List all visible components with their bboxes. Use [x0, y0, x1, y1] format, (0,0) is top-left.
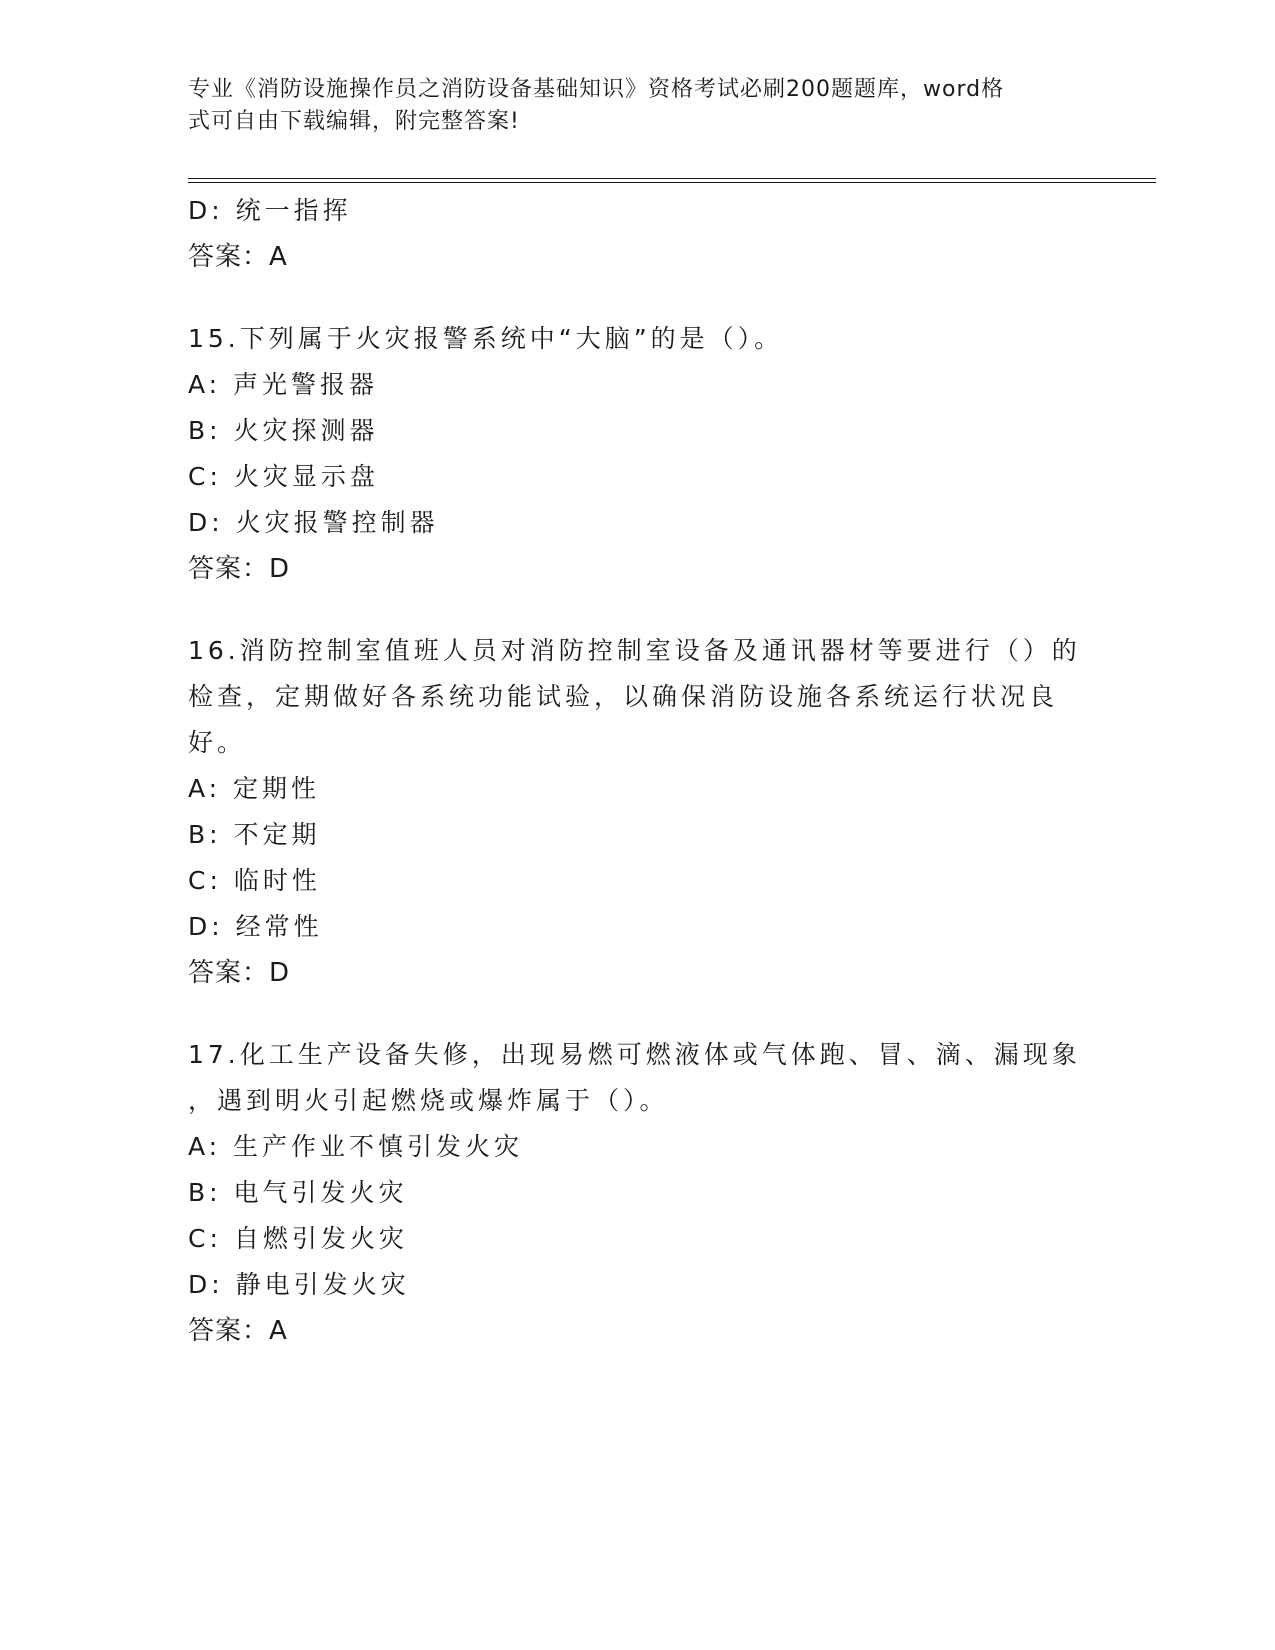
option-a: A: 声光警报器: [188, 370, 379, 399]
question-stem-line: 检查，定期做好各系统功能试验，以确保消防设施各系统运行状况良: [188, 682, 1059, 711]
header-divider-top: [188, 178, 1156, 179]
document-body: [188, 188, 1088, 1354]
previous-question-tail: [188, 188, 1088, 280]
option-d: D: 经常性: [188, 912, 323, 941]
question-stem-line: 17.化工生产设备失修，出现易燃可燃液体或气体跑、冒、滴、漏现象: [188, 1040, 1081, 1069]
option-b: B: 火灾探测器: [188, 416, 379, 445]
header-divider-bottom: [188, 182, 1156, 183]
question-16: [188, 628, 1088, 996]
answer-line: 答案：D: [188, 554, 291, 584]
question-stem-line: 好。: [188, 728, 247, 757]
question-stem: [188, 1032, 1088, 1124]
option-d: D: 火灾报警控制器: [188, 508, 439, 537]
answer-line: 答案：A: [188, 242, 288, 272]
option-a: A: 生产作业不慎引发火灾: [188, 1132, 524, 1161]
question-stem-line: 16.消防控制室值班人员对消防控制室设备及通讯器材等要进行（）的: [188, 636, 1081, 665]
question-stem-line: 15.下列属于火灾报警系统中“大脑”的是（）。: [188, 324, 784, 353]
option-c: C: 自燃引发火灾: [188, 1224, 408, 1253]
option-c: C: 临时性: [188, 866, 321, 895]
question-15: [188, 316, 1088, 592]
option-a: A: 定期性: [188, 774, 321, 803]
question-stem-line: ，遇到明火引起燃烧或爆炸属于（）。: [188, 1086, 669, 1115]
question-stem: [188, 628, 1088, 766]
answer-line: 答案：A: [188, 1316, 288, 1346]
header-line-2: 式可自由下载编辑，附完整答案!: [188, 109, 520, 134]
option-d: D: 静电引发火灾: [188, 1270, 410, 1299]
question-17: [188, 1032, 1088, 1354]
option-d: D: 统一指挥: [188, 196, 352, 225]
option-c: C: 火灾显示盘: [188, 462, 379, 491]
option-b: B: 电气引发火灾: [188, 1178, 408, 1207]
document-header: [188, 74, 1088, 138]
question-stem: [188, 316, 1088, 362]
option-b: B: 不定期: [188, 820, 321, 849]
header-line-1: 专业《消防设施操作员之消防设备基础知识》资格考试必刷200题题库，word格: [188, 77, 1005, 102]
answer-line: 答案：D: [188, 958, 291, 988]
